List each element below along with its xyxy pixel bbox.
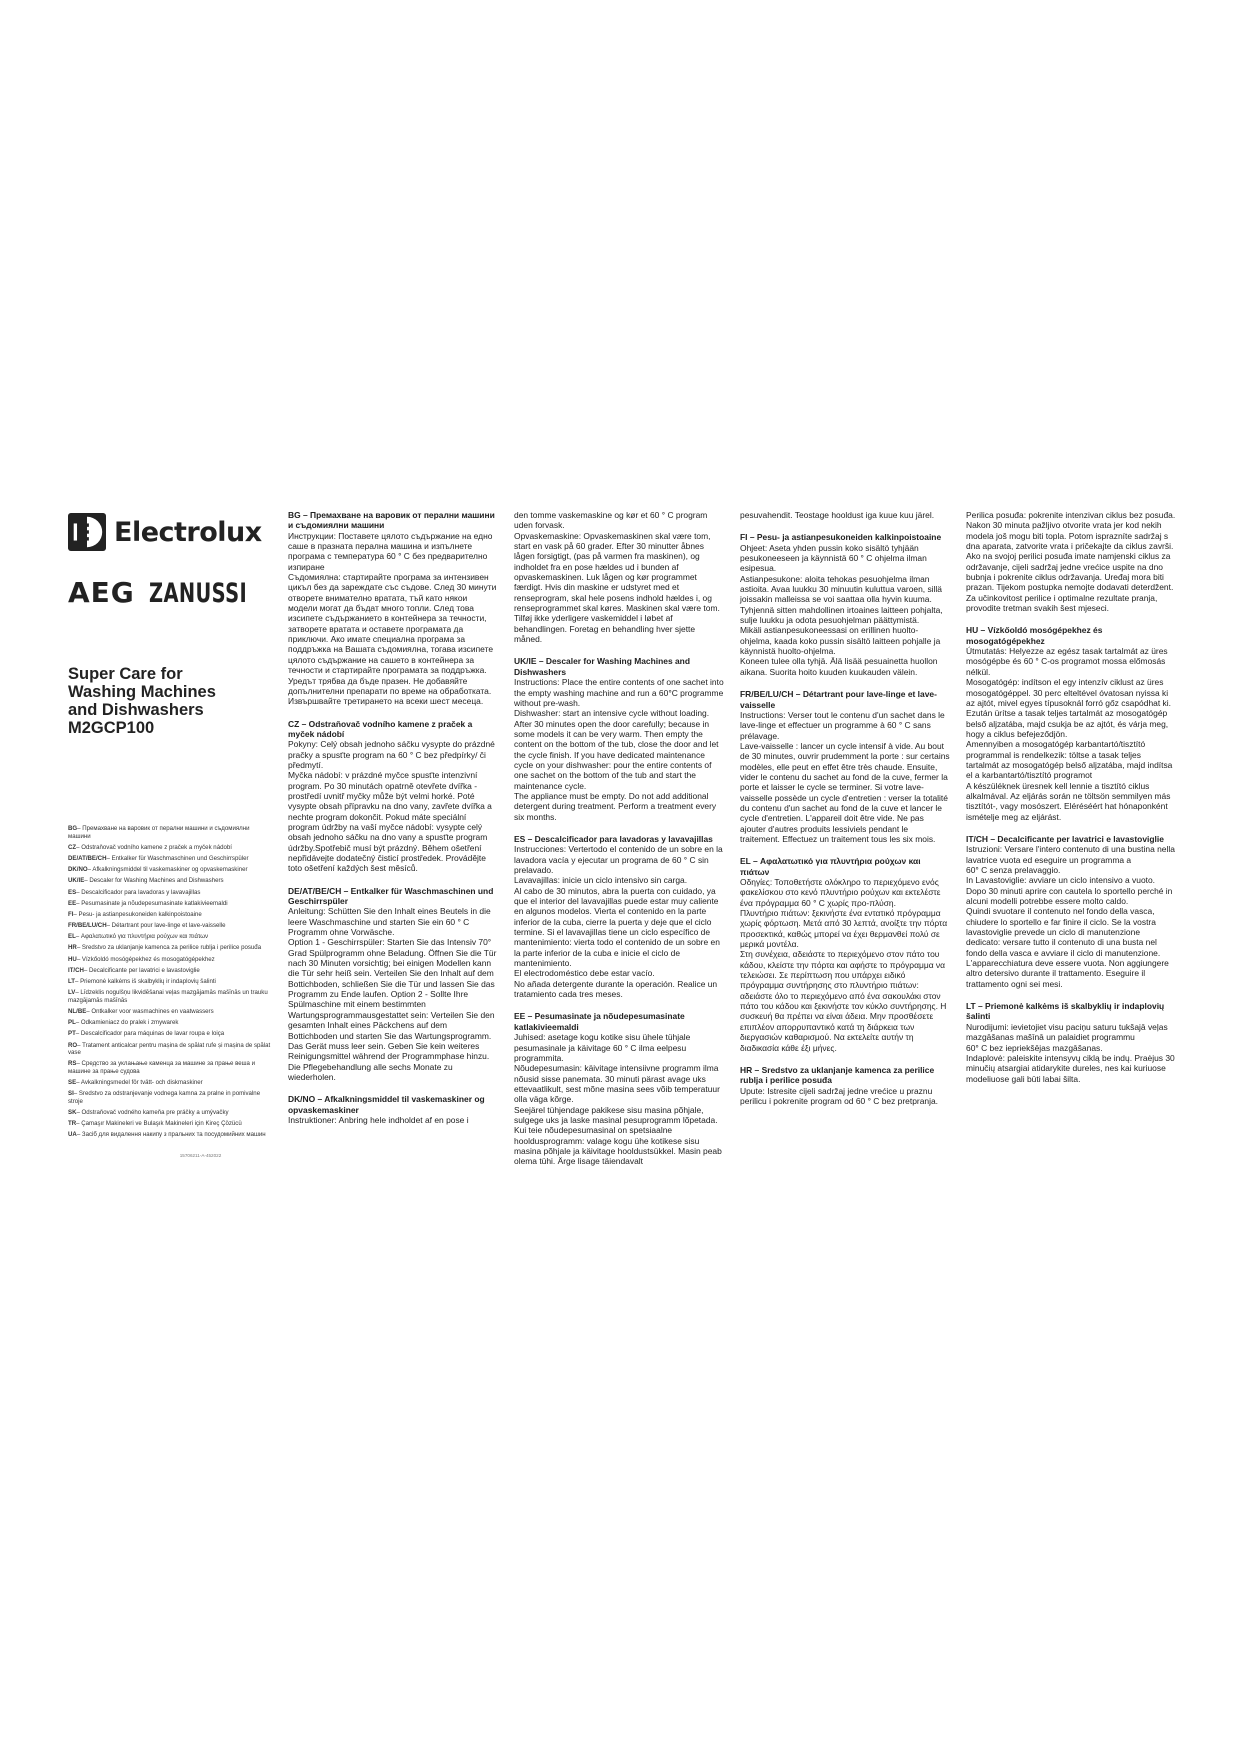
- language-section: [514, 1011, 724, 1166]
- language-code: UK/IE: [68, 877, 85, 885]
- instruction-paragraph: Option 1 - Geschirrspüler: Starten Sie das Intensiv 70° Grad Spülprogramm ohne Beladung. Öffnen Sie die Tür nach 30 Minuten vorsichtig; bei einigen Modellen kann die Tür sehr heiß sein. Verteilen Sie den Inhalt auf dem Bottichboden, schließen Sie die Tür und lassen Sie das Programm zu Ende laufen. Option 2 - Sollte Ihre Spülmaschine mit einem bestimmten Wartungsprogrammausgestattet sein: Verteilen Sie den gesamten Inhalt eines Päckchens auf dem Bottichboden und starten Sie das Wartungsprogramm.: [288, 937, 497, 1041]
- instruction-paragraph: Opvaskemaskine: Opvaskemaskinen skal være tom, start en vask på 60 grader. Efter 30 minutter åbnes lågen forsigtigt, (pas på varmen fra maskinen), og indholdet fra en pose hældes ud i bunden af opvaskemaskinen. Luk lågen og kør programmet færdigt. Hvis din maskine er udstyret med et renseprogram, skal hele posens indhold hældes i, og renseprogrammet skal køres. Maskinen skal være tom. Tilføj ikke yderligere vaskemiddel i løbet af behandlingen. Foretag en behandling hver sjette måned.: [514, 530, 720, 645]
- language-index-text: – Descalcificador para máquinas de lavar roupa e loiça: [75, 1030, 225, 1038]
- instruction-paragraph: Quindi svuotare il contenuto nel fondo della vasca, chiudere lo sportello e far finire il ciclo. Se la vostra lavastoviglie prevede un ciclo di manutenzione dedicato: versare tutto il contenuto di una busta nel fondo della vasca e avviare il ciclo di manutenzione.: [966, 906, 1161, 958]
- language-index-text: – Sredstvo za odstranjevanje vodnega kamna za pralne in pomivalne stroje: [68, 1090, 261, 1105]
- language-section: [966, 510, 1176, 613]
- language-section: [740, 1065, 950, 1106]
- language-code: PT: [68, 1030, 76, 1038]
- language-section: [740, 856, 950, 1053]
- language-index-text: – Odstraňovač vodného kameňa pre práčky a umývačky: [76, 1109, 229, 1117]
- instruction-paragraph: Nõudepesumasin: käivitage intensiivne programm ilma nõusid sisse panemata. 30 minuti pärast avage uks ettevaatlikult, sest mõne masina sees võib temperatuur olla väga kõrge.: [514, 1063, 720, 1105]
- language-index-text: – Odkamieniacz do pralek i zmywarek: [75, 1019, 179, 1027]
- instruction-paragraph: den tomme vaskemaskine og kør et 60 ° C program uden forvask.: [514, 510, 708, 531]
- product-title: [68, 665, 273, 737]
- language-index-text: – Détartrant pour lave-linge et lave-vaisselle: [106, 922, 226, 930]
- instruction-paragraph: Lavavajillas: inicie un ciclo intensivo sin carga.: [514, 875, 688, 886]
- text-column-3: [740, 510, 950, 1118]
- language-index-text: – Pesumasinate ja nõudepesumasinate katlakivieemaldi: [76, 899, 228, 907]
- language-code: CZ: [68, 843, 77, 851]
- language-index-text: – Priemonė kalkėms iš skalbyklių ir indaplovių šalinti: [75, 978, 216, 986]
- language-index-text: – Премахване на варовик от перални машини и съдомиялни машини: [68, 825, 250, 840]
- language-code: DE/AT/BE/CH: [68, 854, 107, 862]
- instruction-paragraph: Das Gerät muss leer sein. Geben Sie kein weiteres Reinigungsmittel während der Programmphase hinzu. Die Pflegebehandlung alle sechs Monate zu wiederholen.: [288, 1040, 490, 1082]
- language-section: [514, 656, 724, 822]
- language-index: [68, 825, 273, 1139]
- language-code: HU: [68, 955, 77, 963]
- language-index-text: – Descalcificador para lavadoras y lavavajillas: [76, 888, 201, 896]
- language-index-item: [68, 989, 273, 1004]
- product-title-line: Washing Machines: [68, 683, 216, 701]
- language-index-item: [68, 844, 273, 852]
- instruction-paragraph: No añada detergente durante la operación. Realice un tratamiento cada tres meses.: [514, 978, 718, 1000]
- language-section: [514, 834, 724, 1000]
- language-code: PL: [68, 1019, 76, 1027]
- language-code: FR/BE/LU/CH: [68, 922, 107, 930]
- instruction-paragraph: Съдомиялна: стартирайте програма за интензивен цикъл без да зареждате със съдове. След 30 минути отворете внимателно вратата, тъй като някои модели могат да бъдат много топли. След това изсипете съдържанието в контейнера за течности, затворете вратата и оставете програмата да приключи. Ако имате специална програма за поддръжка на Вашата съдомиялна, тогава изсипете цялото съдържание на сашето в контейнера за течности и стартирайте програмата за поддръжка.: [288, 572, 497, 676]
- instruction-paragraph: 60° C bez iepriekšējas mazgāšanas.: [966, 1042, 1103, 1053]
- instruction-paragraph: Astianpesukone: aloita tehokas pesuohjelma ilman astioita. Avaa luukku 30 minuutin kuluttua varoen, sillä joissakin malleissa se voi saattaa olla hyvin kuuma. Tyhjennä sitten mahdollinen irtoaines laitteen pohjalta, sulje luukku ja odota pesuohjelman päättymistä.: [740, 573, 943, 626]
- language-code: FI: [68, 910, 74, 918]
- language-code: DK/NO: [68, 866, 88, 874]
- instruction-paragraph: El electrodoméstico debe estar vacío.: [514, 968, 655, 979]
- section-title: ES – Descalcificador para lavadoras y lavavajillas: [514, 833, 713, 844]
- language-code: SE: [68, 1079, 77, 1087]
- language-code: EE: [68, 899, 77, 907]
- brand-column: [68, 510, 273, 1158]
- language-index-item: [68, 855, 273, 863]
- instruction-paragraph: The appliance must be empty. Do not add additional detergent during treatment. Perform a treatment every six months.: [514, 790, 717, 822]
- language-section: [514, 510, 724, 644]
- product-model-code: M2GCP100: [68, 719, 155, 737]
- language-index-item: [68, 1008, 273, 1016]
- instruction-paragraph: Instructions: Verser tout le contenu d'un sachet dans le lave-linge et effectuer un programme à 60 ° C sans prélavage.: [740, 709, 945, 741]
- language-index-item: [68, 1030, 273, 1038]
- language-section: [966, 625, 1176, 822]
- zanussi-logo: ZANUSSI: [148, 578, 247, 609]
- language-index-item: [68, 944, 273, 952]
- section-title: DK/NO – Afkalkningsmiddel til vaskemaskiner og opvaskemaskiner: [288, 1094, 485, 1115]
- text-column-1: [288, 510, 498, 1137]
- section-title: BG – Премахване на варовик от перални машини и съдомиялни машини: [288, 510, 495, 531]
- language-code: LT: [68, 978, 75, 986]
- product-title-line: Super Care for: [68, 665, 183, 683]
- section-title: HU – Vízkőoldó mosógépekhez és mosogatógépekhez: [966, 625, 1103, 646]
- language-section: [740, 532, 950, 677]
- language-index-text: – Pesu- ja astianpesukoneiden kalkinpoistoaine: [73, 910, 202, 918]
- instruction-paragraph: L'apparecchiatura deve essere vuota. Non aggiungere altro detersivo durante il trattamento. Eseguire il trattamento ogni sei mesi.: [966, 958, 1169, 989]
- language-index-text: – Descaler for Washing Machines and Dishwashers: [84, 877, 224, 885]
- instruction-paragraph: Στη συνέχεια, αδειάστε το περιεχόμενο στον πάτο του κάδου, κλείστε την πόρτα και αφήστε το πρόγραμμα να τελειώσει. Σε περίπτωση που υπάρχει ειδικό πρόγραμμα συντήρησης στο πλυντήριο πιάτων: αδειάστε όλο το περιεχόμενο από ένα σακουλάκι στον πάτο του κάδου και ξεκινήστε τον κύκλο συντήρησης. Η συσκευή θα πρέπει να είναι άδεια. Μην προσθέσετε επιπλέον απορρυπαντικό κατά τη διάρκεια των διεργασιών καθαρισμού. Να εκτελείτε αυτήν τη διαδικασία κάθε έξι μήνες.: [740, 949, 947, 1053]
- language-index-item: [68, 866, 273, 874]
- language-code: TR: [68, 1120, 77, 1128]
- instruction-paragraph: Pokyny: Celý obsah jednoho sáčku vysypte do prázdné pračky a spusťte program na 60 ° C bez předpírky/ či předmytí.: [288, 739, 495, 770]
- instruction-paragraph: Οδηγίες: Τοποθετήστε ολόκληρο το περιεχόμενο ενός φακελίσκου στο κενό πλυντήριο ρούχων και εκτελέστε ένα πρόγραμμα 60 ° C χωρίς προ-πλύση.: [740, 877, 941, 908]
- instruction-paragraph: Útmutatás: Helyezze az egész tasak tartalmát az üres mosógépbe és 60 ° C-os programot mossa előmosás nélkül.: [966, 646, 1168, 677]
- language-index-text: – Ontkalker voor wasmachines en vaatwassers: [86, 1008, 214, 1015]
- instruction-paragraph: Πλυντήριο πιάτων: ξεκινήστε ένα εντατικό πρόγραμμα χωρίς φόρτωση. Μετά από 30 λεπτά, ανοίξτε την πόρτα προσεκτικά, καθώς μπορεί να έχει θερμανθεί πολύ σε μερικά μοντέλα.: [740, 908, 948, 950]
- language-index-text: – Decalcificante per lavatrici e lavastoviglie: [83, 966, 200, 974]
- instruction-paragraph: Indaplovė: paleiskite intensyvų ciklą be indų. Praėjus 30 minučių atsargiai atidarykite dureles, nes kai kuriuose modeliuose gali būti labai šilta.: [966, 1052, 1175, 1084]
- language-section: [740, 689, 950, 844]
- language-index-item: [68, 978, 273, 986]
- instruction-paragraph: Upute: Istresite cijeli sadržaj jedne vrećice u praznu perilicu i pokrenite program od 60 ° C bez pretpranja.: [740, 1085, 939, 1106]
- language-index-text: – Afkalkningsmiddel til vaskemaskiner og opvaskemaskiner: [87, 866, 248, 874]
- language-section: [740, 510, 950, 520]
- language-index-item: [68, 956, 273, 964]
- language-index-item: [68, 1079, 273, 1087]
- language-code: SI: [68, 1090, 74, 1098]
- section-title: FI – Pesu- ja astianpesukoneiden kalkinpoistoaine: [740, 532, 942, 543]
- language-index-item: [68, 1019, 273, 1027]
- language-index-text: – Αφαλατωτικό για πλυντήρια ρούχων και πιάτων: [75, 933, 209, 941]
- language-section: [288, 1094, 498, 1125]
- language-index-item: [68, 1090, 273, 1105]
- text-column-4: [966, 510, 1176, 1096]
- instruction-paragraph: Nurodijumi: ievietojiet visu paciņu saturu tukšajā veļas mazgāšanas mašīnā un palaidiet programmu: [966, 1021, 1168, 1043]
- language-index-item: [68, 1109, 273, 1117]
- language-index-item: [68, 911, 273, 919]
- instruction-paragraph: Mosogatógép: indítson el egy intenzív ciklust az üres mosogatógéppel. 30 perc elteltével óvatosan nyissa ki az ajtót, mivel egyes típusoknál forró gőz csapódhat ki. Ezután ürítse a tasak teljes tartalmát az mosogatógép belső aljzatába, majd csukja be az ajtót, és várja meg, hogy a ciklus befejeződjön.: [966, 677, 1171, 739]
- language-code: UA: [68, 1131, 77, 1139]
- language-index-item: [68, 1120, 273, 1128]
- instruction-paragraph: Anleitung: Schütten Sie den Inhalt eines Beutels in die leere Waschmaschine und starten Sie ein 60 ° C Programm ohne Vorwäsche.: [288, 906, 491, 938]
- language-code: RO: [68, 1041, 78, 1049]
- language-code: BG: [68, 825, 78, 832]
- language-index-text: – Avkalkningsmedel för tvätt- och diskmaskiner: [76, 1079, 203, 1087]
- language-index-text: – Līdzeklis nogulšņu likvidēšanai veļas mazgājamās mašīnās un trauku mazgājamās mašīnās: [68, 989, 268, 1004]
- instruction-paragraph: Instrucciones: Vertertodo el contenido de un sobre en la lavadora vacía y ejecutar un programa de 60 ° C sin prelavado.: [514, 844, 723, 875]
- language-code: ES: [68, 888, 77, 896]
- instruction-paragraph: A készüléknek üresnek kell lennie a tisztító ciklus alkalmával. Az eljárás során ne töltsön semmilyen más tisztítót-, vagy mosószert. Eléréséért hat hónaponként ismételje meg az eljárást.: [966, 780, 1171, 822]
- instruction-paragraph: Lave-vaisselle : lancer un cycle intensif à vide. Au bout de 30 minutes, ouvrir prudemment la porte : sur certains modèles, elle peut en effet être très chaude. Ensuite, vider le contenu du sachet au fond de la cuve, fermer la porte et laisser le cycle se terminer. Si votre lave-vaisselle possède un cycle d'entretien : verser la totalité du contenu d'un sachet au fond de la cuve et lancer le cycle d'entretien. L'appareil doit être vide. Ne pas ajouter d'autres produits lessiviels pendant le traitement. Effectuez un traitement tous les six mois.: [740, 740, 950, 844]
- electrolux-logo-icon: [68, 513, 106, 551]
- language-index-item: [68, 1131, 273, 1139]
- language-section: [288, 886, 498, 1083]
- section-title: EE – Pesumasinate ja nõudepesumasinate katlakivieemaldi: [514, 1011, 685, 1032]
- language-index-item: [68, 825, 273, 840]
- language-index-item: [68, 967, 273, 975]
- language-index-item: [68, 889, 273, 897]
- instruction-paragraph: Koneen tulee olla tyhjä. Älä lisää pesuainetta huollon aikana. Suorita hoito kuuden kuukauden välein.: [740, 656, 938, 677]
- language-code: SK: [68, 1109, 77, 1117]
- electrolux-logo: [68, 510, 273, 554]
- instruction-paragraph: Istruzioni: Versare l'intero contenuto di una bustina nella lavatrice vuota ed eseguire un programma a: [966, 844, 1175, 865]
- instruction-paragraph: Mikäli astianpesukoneessasi on erillinen huolto-ohjelma, kaada koko pussin sisältö laitteen pohjalle ja käynnistä huolto-ohjelma.: [740, 625, 941, 657]
- section-title: IT/CH – Decalcificante per lavatrici e lavastoviglie: [966, 833, 1164, 844]
- language-index-text: – Средство за уклањање каменца за машине за прање веша и машине за прање судова: [68, 1060, 256, 1075]
- language-code: RS: [68, 1060, 77, 1068]
- language-index-item: [68, 933, 273, 941]
- language-index-text: – Çamaşır Makineleri ve Bulaşık Makineleri için Kireç Çözücü: [76, 1120, 242, 1128]
- product-title-line: and Dishwashers: [68, 701, 204, 719]
- language-section: [966, 834, 1176, 989]
- language-section: [966, 1001, 1176, 1084]
- language-index-text: – Засіб для видалення накипу з пральних та посудомийних машин: [76, 1131, 266, 1139]
- secondary-brands: [68, 576, 273, 609]
- language-index-text: – Entkalker für Waschmaschinen und Geschirrspüler: [106, 854, 249, 862]
- instruction-paragraph: Juhised: asetage kogu kotike sisu ühele tühjale pesumasinale ja käivitage 60 ° C ilma eelpesu programmita.: [514, 1032, 691, 1063]
- language-index-text: – Vízkőoldó mosógépekhez és mosogatógépekhez: [76, 955, 215, 963]
- language-index-item: [68, 922, 273, 930]
- language-code: LV: [68, 989, 76, 997]
- section-title: UK/IE – Descaler for Washing Machines and Dishwashers: [514, 656, 690, 677]
- instruction-paragraph: Ohjeet: Aseta yhden pussin koko sisältö tyhjään pesukoneeseen ja käynnistä 60 ° C ohjelma ilman esipesua.: [740, 542, 927, 574]
- instruction-paragraph: Perilica posuđa: pokrenite intenzivan ciklus bez posuđa. Nakon 30 minuta pažljivo otvorite vrata jer kod nekih modela još mogu biti topla. Potom isprazníte sadržaj s dna aparata, zatvorite vrata i pričekajte da ciklus završi. Ako na svojoj perilici posuđa imate namjenski ciklus za održavanje, cijeli sadržaj jedne vrećice uspite na dno bubnja i pokrenite ciklus održavanja. Uređaj mora biti prazan. Tijekom postupka nemojte dodavati deterdžent. Za učinkovitost perilice i optimalne rezultate pranja, provodite tretman svakih šest mjeseci.: [966, 510, 1176, 614]
- document-code: 15706211-A-452022: [179, 1153, 222, 1159]
- instruction-paragraph: Dishwasher: start an intensive cycle without loading. After 30 minutes open the door carefully; because in some models it can be very warm. Then empty the content on the bottom of the tub, close the door and let the cycle finish. If you have dedicated maintenance cycle on your dishwasher: pour the entire contents of one sachet on the bottom of the tub and start the maintenance cycle.: [514, 708, 719, 791]
- language-section: [288, 510, 498, 707]
- language-code: HR: [68, 944, 77, 952]
- language-index-item: [68, 1060, 273, 1075]
- aeg-logo: AEG: [68, 576, 135, 609]
- language-index-text: – Sredstvo za uklanjanje kamenca za perilice rublja i perilice posuđa: [76, 944, 262, 952]
- section-title: FR/BE/LU/CH – Détartrant pour lave-linge et lave-vaisselle: [740, 689, 937, 710]
- text-column-2: [514, 510, 724, 1179]
- language-code: EL: [68, 933, 76, 941]
- language-section: [288, 719, 498, 874]
- instruction-paragraph: Instruktioner: Anbring hele indholdet af en pose i: [288, 1114, 469, 1125]
- language-code: NL/BE: [68, 1008, 87, 1015]
- language-index-text: – Odstraňovač vodního kamene z praček a myček nádobí: [76, 843, 232, 851]
- instruction-paragraph: Instructions: Place the entire contents of one sachet into the empty washing machine and run a 60°C programme without pre-wash.: [514, 677, 724, 708]
- instruction-paragraph: Уредът трябва да бъде празен. Не добавяйте допълнителни препарати по време на обработката. Извършвайте третирането на всеки шест месеца.: [288, 675, 492, 707]
- language-code: IT/CH: [68, 966, 84, 974]
- language-index-text: – Tratament anticalcar pentru mașina de spălat rufe și mașina de spălat vase: [68, 1041, 271, 1057]
- section-title: DE/AT/BE/CH – Entkalker für Waschmaschinen und Geschirrspüler: [288, 885, 494, 907]
- instruction-paragraph: Seejärel tühjendage pakikese sisu masina põhjale, sulgege uks ja laske masinal pesuprogramm lõpetada. Kui teie nõudepesumasinal on spetsiaalne hooldusprogramm: valage kogu ühe kotikese sisu masina põhjale ja käivitage hooldustsükkel. Masin peab olema tühi. Ärge lisage täiendavalt: [514, 1104, 722, 1167]
- section-title: EL – Αφαλατωτικό για πλυντήρια ρούχων και πιάτων: [740, 856, 921, 877]
- instruction-paragraph: 60° C senza prelavaggio.: [966, 865, 1061, 875]
- section-title: LT – Priemonė kalkėms iš skalbyklių ir indaplovių šalinti: [966, 1001, 1165, 1022]
- instruction-paragraph: Al cabo de 30 minutos, abra la puerta con cuidado, ya que el interior del lavavajillas puede estar muy caliente en algunos modelos. Vierta el contenido en la parte inferior de la cuba, cierre la puerta y deje que el ciclo termine. Si el lavavajillas tiene un ciclo específico de mantenimiento: vierta todo el contenido de un sobre en la parte inferior de la cuba e inicie el ciclo de mantenimiento.: [514, 885, 720, 969]
- instruction-paragraph: Инструкции: Поставете цялото съдържание на едно саше в празната перална машина и изпълнете програма с температура 60 ° С без предварително изпиране: [288, 530, 493, 572]
- language-index-item: [68, 900, 273, 908]
- instruction-paragraph: pesuvahendit. Teostage hooldust iga kuue kuu järel.: [740, 510, 935, 520]
- instruction-paragraph: Amennyiben a mosogatógép karbantartó/tisztító programmal is rendelkezik: töltse a tasak teljes tartalmát az mosogatógép belső aljzatába, majd indítsa el a karbantartó/tisztító programot: [966, 739, 1173, 781]
- language-index-item: [68, 1042, 273, 1057]
- section-title: CZ – Odstraňovač vodního kamene z praček a myček nádobí: [288, 718, 473, 739]
- section-title: HR – Sredstvo za uklanjanje kamenca za perilice rublja i perilice posuđa: [740, 1064, 935, 1086]
- electrolux-wordmark: Electrolux: [114, 516, 262, 548]
- instruction-paragraph: Myčka nádobí: v prázdné myčce spusťte intenzivní program. Po 30 minutách opatrně otevřete dvířka - prostředí uvnitř myčky může být velmi horké. Poté vysypte obsah přípravku na dno vany, zavřete dvířka a nechte program dokončit. Pokud máte speciální program údržby na vaší myčce nádobí: vysypte celý obsah jednoho sáčku na dno vany a spusťte program údržby.Spotřebič musí být prázdný. Během ošetření nepřidávejte dodatečný čisticí prostředek. Provádějte toto ošetření každých šest měsíců.: [288, 770, 492, 874]
- instruction-paragraph: In Lavastoviglie: avviare un ciclo intensivo a vuoto. Dopo 30 minuti aprire con cautela lo sportello perché in alcuni modelli potrebbe essere molto caldo.: [966, 875, 1173, 907]
- language-index-item: [68, 877, 273, 885]
